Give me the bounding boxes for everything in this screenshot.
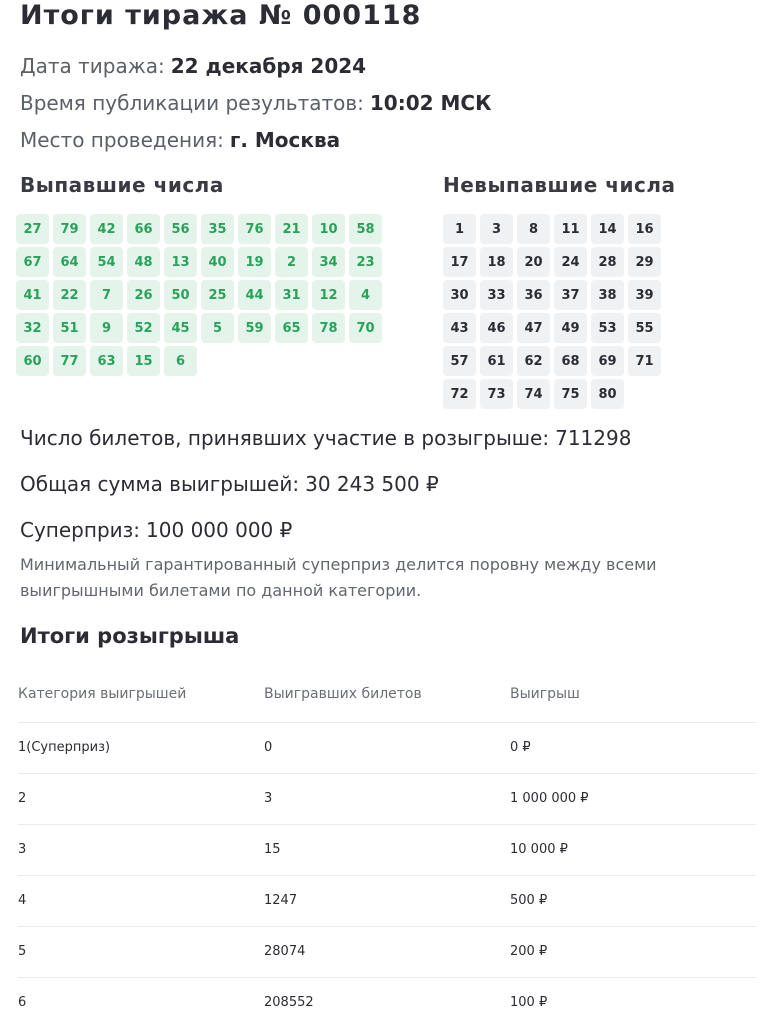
drawn-numbers-heading: Выпавшие числа [20,173,224,197]
undrawn-number: 11 [554,214,587,244]
cell-category: 2 [18,791,27,806]
total-winnings [20,472,439,496]
undrawn-number: 20 [517,247,550,277]
drawn-number: 66 [127,214,160,244]
drawn-number: 42 [90,214,123,244]
cell-category: 5 [18,944,27,959]
undrawn-number: 61 [480,346,513,376]
undrawn-number: 47 [517,313,550,343]
drawn-number: 52 [127,313,160,343]
drawn-number: 48 [127,247,160,277]
drawn-number: 25 [201,280,234,310]
undrawn-numbers-grid [443,214,673,409]
column-header-prize: Выигрыш [510,686,580,702]
cell-winners: 3 [264,791,273,806]
cell-winners: 208552 [264,995,314,1010]
superprize-value: 100 000 000 ₽ [146,518,293,542]
draw-date-value: 22 декабря 2024 [170,54,367,78]
undrawn-numbers-heading: Невыпавшие числа [443,173,676,197]
table-row [18,773,756,825]
undrawn-number: 39 [628,280,661,310]
publish-time-label: Время публикации результатов: [20,91,364,115]
drawn-number: 10 [312,214,345,244]
drawn-number: 6 [164,346,197,376]
undrawn-number: 57 [443,346,476,376]
drawn-number: 35 [201,214,234,244]
cell-category: 6 [18,995,27,1010]
cell-winners: 28074 [264,944,306,959]
drawn-number: 50 [164,280,197,310]
total-winnings-label: Общая сумма выигрышей: [20,472,300,496]
cell-prize: 0 ₽ [510,740,531,755]
undrawn-number: 8 [517,214,550,244]
undrawn-number: 38 [591,280,624,310]
drawn-number: 70 [349,313,382,343]
undrawn-number: 1 [443,214,476,244]
cell-winners: 0 [264,740,273,755]
table-row [18,824,756,876]
drawn-number: 58 [349,214,382,244]
drawn-number: 76 [238,214,271,244]
drawn-number: 59 [238,313,271,343]
undrawn-number: 62 [517,346,550,376]
publish-time-value: 10:02 МСК [369,91,492,115]
drawn-number: 54 [90,247,123,277]
drawn-number: 9 [90,313,123,343]
tickets-count [20,426,631,450]
cell-winners: 15 [264,842,281,857]
draw-location-label: Место проведения: [20,128,224,152]
undrawn-number: 17 [443,247,476,277]
drawn-number: 40 [201,247,234,277]
drawn-number: 77 [53,346,86,376]
undrawn-number: 74 [517,379,550,409]
cell-prize: 100 ₽ [510,995,548,1010]
table-row [18,977,756,1029]
undrawn-number: 71 [628,346,661,376]
undrawn-number: 18 [480,247,513,277]
draw-location [20,128,340,152]
tickets-count-label: Число билетов, принявших участие в розыгрыше: [20,426,550,450]
cell-prize: 500 ₽ [510,893,548,908]
drawn-number: 4 [349,280,382,310]
drawn-number: 79 [53,214,86,244]
page-title: Итоги тиража № 000118 [20,0,422,31]
cell-prize: 10 000 ₽ [510,842,568,857]
table-row [18,926,756,978]
undrawn-number: 73 [480,379,513,409]
drawn-numbers-grid [16,214,386,376]
undrawn-number: 49 [554,313,587,343]
cell-category: 3 [18,842,27,857]
undrawn-number: 36 [517,280,550,310]
drawn-number: 51 [53,313,86,343]
undrawn-number: 75 [554,379,587,409]
superprize [20,518,292,542]
drawn-number: 22 [53,280,86,310]
table-row [18,722,756,774]
superprize-label: Суперприз: [20,518,141,542]
undrawn-number: 53 [591,313,624,343]
undrawn-number: 28 [591,247,624,277]
drawn-number: 13 [164,247,197,277]
drawn-number: 45 [164,313,197,343]
drawn-number: 44 [238,280,271,310]
cell-category: 4 [18,893,27,908]
cell-category: 1(Суперприз) [18,740,111,755]
undrawn-number: 68 [554,346,587,376]
drawn-number: 41 [16,280,49,310]
total-winnings-value: 30 243 500 ₽ [305,472,439,496]
undrawn-number: 69 [591,346,624,376]
drawn-number: 78 [312,313,345,343]
drawn-number: 5 [201,313,234,343]
drawn-number: 63 [90,346,123,376]
draw-date-label: Дата тиража: [20,54,165,78]
cell-winners: 1247 [264,893,298,908]
drawn-number: 60 [16,346,49,376]
drawn-number: 19 [238,247,271,277]
undrawn-number: 33 [480,280,513,310]
results-heading: Итоги розыгрыша [20,624,240,648]
drawn-number: 12 [312,280,345,310]
drawn-number: 32 [16,313,49,343]
drawn-number: 27 [16,214,49,244]
undrawn-number: 72 [443,379,476,409]
drawn-number: 34 [312,247,345,277]
undrawn-number: 37 [554,280,587,310]
undrawn-number: 46 [480,313,513,343]
column-header-category: Категория выигрышей [18,686,187,702]
drawn-number: 65 [275,313,308,343]
drawn-number: 64 [53,247,86,277]
cell-prize: 1 000 000 ₽ [510,791,589,806]
drawn-number: 23 [349,247,382,277]
tickets-count-value: 711298 [555,426,632,450]
drawn-number: 56 [164,214,197,244]
undrawn-number: 30 [443,280,476,310]
undrawn-number: 3 [480,214,513,244]
table-row [18,875,756,927]
drawn-number: 2 [275,247,308,277]
drawn-number: 15 [127,346,160,376]
drawn-number: 7 [90,280,123,310]
drawn-number: 31 [275,280,308,310]
undrawn-number: 55 [628,313,661,343]
draw-date [20,54,366,78]
cell-prize: 200 ₽ [510,944,548,959]
undrawn-number: 43 [443,313,476,343]
superprize-note: Минимальный гарантированный суперприз делится поровну между всеми выигрышными билетами по данной категории. [20,555,657,600]
drawn-number: 67 [16,247,49,277]
undrawn-number: 24 [554,247,587,277]
draw-location-value: г. Москва [229,128,341,152]
drawn-number: 21 [275,214,308,244]
undrawn-number: 16 [628,214,661,244]
column-header-winners: Выигравших билетов [264,686,422,702]
undrawn-number: 14 [591,214,624,244]
drawn-number: 26 [127,280,160,310]
undrawn-number: 29 [628,247,661,277]
publish-time [20,91,491,115]
undrawn-number: 80 [591,379,624,409]
